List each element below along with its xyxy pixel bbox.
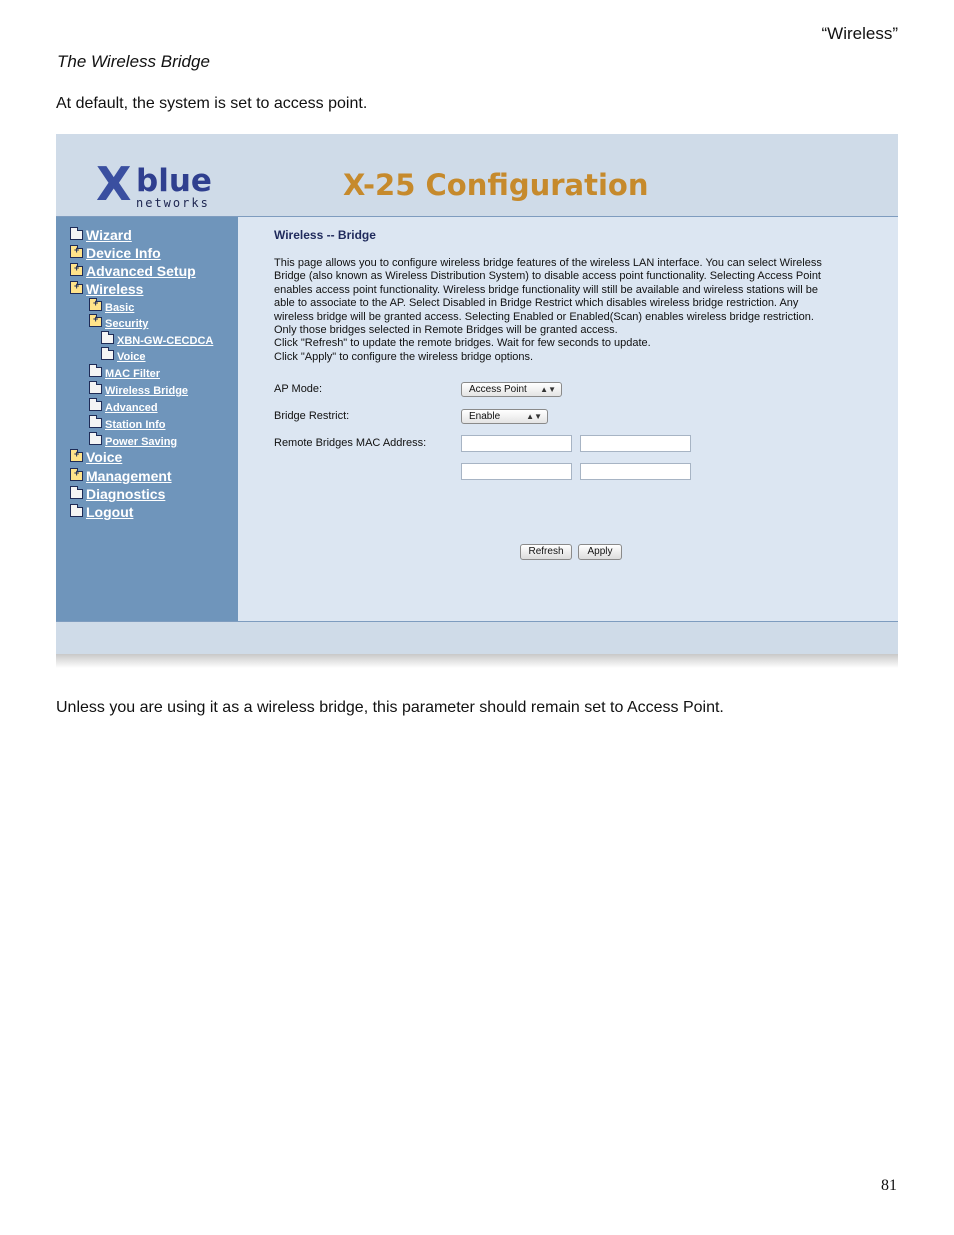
folder-icon bbox=[70, 489, 83, 499]
ap-mode-select[interactable] bbox=[461, 382, 562, 397]
sidebar-item-label: Voice bbox=[117, 351, 146, 363]
sidebar-item-ssid[interactable] bbox=[101, 334, 213, 347]
select-arrows-icon: ▲▼ bbox=[540, 385, 556, 394]
folder-icon bbox=[101, 350, 114, 360]
description-line: Bridge (also known as Wireless Distribution System) to disable access point functionality. Selecting Access Point bbox=[274, 270, 821, 283]
select-arrows-icon: ▲▼ bbox=[526, 412, 542, 421]
app-header bbox=[56, 134, 898, 217]
sidebar-item-label: Device Info bbox=[86, 245, 161, 261]
sidebar-item-voice-sub[interactable] bbox=[101, 350, 146, 363]
sidebar-item-label: Station Info bbox=[105, 419, 166, 431]
sidebar-item-label: Management bbox=[86, 468, 172, 484]
sidebar-item-device-info[interactable] bbox=[70, 245, 161, 261]
folder-icon bbox=[89, 418, 102, 428]
sidebar-item-station-info[interactable] bbox=[89, 418, 166, 431]
sidebar-item-wizard[interactable] bbox=[70, 227, 132, 243]
remote-bridge-mac-field-4[interactable] bbox=[580, 463, 691, 480]
sidebar-item-logout[interactable] bbox=[70, 504, 133, 520]
content-panel bbox=[238, 217, 898, 621]
sidebar-item-diagnostics[interactable] bbox=[70, 486, 165, 502]
sidebar-item-advanced-setup[interactable] bbox=[70, 263, 196, 279]
folder-open-icon bbox=[70, 452, 83, 462]
bridge-restrict-label: Bridge Restrict: bbox=[274, 410, 350, 422]
folder-icon bbox=[89, 435, 102, 445]
sidebar-item-basic[interactable] bbox=[89, 301, 134, 314]
section-title: The Wireless Bridge bbox=[57, 52, 210, 71]
page-title: Wireless -- Bridge bbox=[274, 228, 376, 242]
page-description bbox=[274, 257, 874, 364]
description-line: Click "Apply" to configure the wireless bridge options. bbox=[274, 350, 534, 363]
sidebar-item-wireless-bridge[interactable] bbox=[89, 384, 188, 397]
description-line: wireless bridge will be granted access. Selecting Enabled or Enabled(Scan) enables wireless bridge restriction. bbox=[274, 310, 814, 323]
sidebar-item-power-saving[interactable] bbox=[89, 435, 177, 448]
folder-open-icon bbox=[89, 317, 102, 327]
sidebar-item-security[interactable] bbox=[89, 317, 148, 330]
sidebar-item-label: Power Saving bbox=[105, 436, 178, 448]
folder-icon bbox=[70, 507, 83, 517]
remote-bridges-label: Remote Bridges MAC Address: bbox=[274, 437, 427, 449]
folder-icon bbox=[70, 230, 83, 240]
section-tag: “Wireless” bbox=[821, 24, 898, 43]
sidebar-item-label: Diagnostics bbox=[86, 486, 166, 502]
ap-mode-value: Access Point bbox=[469, 384, 527, 395]
logo-blue: blue bbox=[136, 163, 212, 199]
folder-icon bbox=[89, 367, 102, 377]
xblue-logo bbox=[96, 157, 212, 211]
sidebar-item-label: Advanced bbox=[105, 402, 158, 414]
description-line: enables access point functionality. Wireless bridge functionality will still be available and wireless stations will be bbox=[274, 283, 818, 296]
sidebar-item-label: XBN-GW-CECDCA bbox=[117, 335, 214, 347]
sidebar-item-label: Basic bbox=[105, 302, 135, 314]
sidebar-item-label: MAC Filter bbox=[105, 368, 160, 380]
sidebar-item-label: Wireless bbox=[86, 281, 144, 297]
remote-bridge-mac-field-3[interactable] bbox=[461, 463, 572, 480]
description-line: able to associate to the AP. Select Disabled in Bridge Restrict which disables wireless bridge restriction. Any bbox=[274, 297, 799, 310]
ap-mode-label: AP Mode: bbox=[274, 383, 323, 395]
sidebar-item-voice[interactable] bbox=[70, 449, 122, 465]
folder-icon bbox=[101, 334, 114, 344]
folder-open-icon bbox=[89, 301, 102, 311]
sidebar-nav bbox=[56, 217, 238, 621]
folder-icon bbox=[89, 384, 102, 394]
folder-open-icon bbox=[70, 248, 83, 258]
app-title: X-25 Configuration bbox=[343, 168, 649, 202]
description-line: Click "Refresh" to update the remote bridges. Wait for few seconds to update. bbox=[274, 337, 651, 350]
folder-icon bbox=[89, 401, 102, 411]
folder-open-icon bbox=[70, 266, 83, 276]
sidebar-item-wireless[interactable] bbox=[70, 281, 143, 297]
sidebar-item-mac-filter[interactable] bbox=[89, 367, 160, 380]
intro-paragraph: At default, the system is set to access point. bbox=[56, 95, 368, 112]
screenshot-shadow bbox=[56, 654, 898, 668]
refresh-button[interactable]: Refresh bbox=[520, 544, 572, 560]
sidebar-item-label: Wizard bbox=[86, 227, 132, 243]
outro-paragraph: Unless you are using it as a wireless bridge, this parameter should remain set to Access Point. bbox=[56, 699, 724, 716]
app-footer bbox=[56, 621, 898, 655]
description-line: Only those bridges selected in Remote Bridges will be granted access. bbox=[274, 324, 618, 337]
remote-bridge-mac-field-1[interactable] bbox=[461, 435, 572, 452]
sidebar-item-label: Security bbox=[105, 318, 149, 330]
sidebar-item-label: Wireless Bridge bbox=[105, 385, 189, 397]
folder-open-icon bbox=[70, 284, 83, 294]
logo-x: X bbox=[96, 157, 130, 211]
sidebar-item-label: Advanced Setup bbox=[86, 263, 196, 279]
bridge-restrict-value: Enable bbox=[469, 411, 501, 422]
description-line: This page allows you to configure wireless bridge features of the wireless LAN interface. You can select Wireless bbox=[274, 257, 822, 269]
sidebar-item-label: Voice bbox=[86, 449, 123, 465]
remote-bridge-mac-field-2[interactable] bbox=[580, 435, 691, 452]
logo-networks: networks bbox=[136, 196, 210, 210]
apply-button[interactable]: Apply bbox=[578, 544, 622, 560]
sidebar-item-advanced[interactable] bbox=[89, 401, 158, 414]
page-number: 81 bbox=[881, 1177, 897, 1194]
folder-open-icon bbox=[70, 471, 83, 481]
bridge-restrict-select[interactable] bbox=[461, 409, 548, 424]
sidebar-item-label: Logout bbox=[86, 504, 134, 520]
router-ui-screenshot bbox=[56, 134, 898, 668]
sidebar-item-management[interactable] bbox=[70, 468, 172, 484]
